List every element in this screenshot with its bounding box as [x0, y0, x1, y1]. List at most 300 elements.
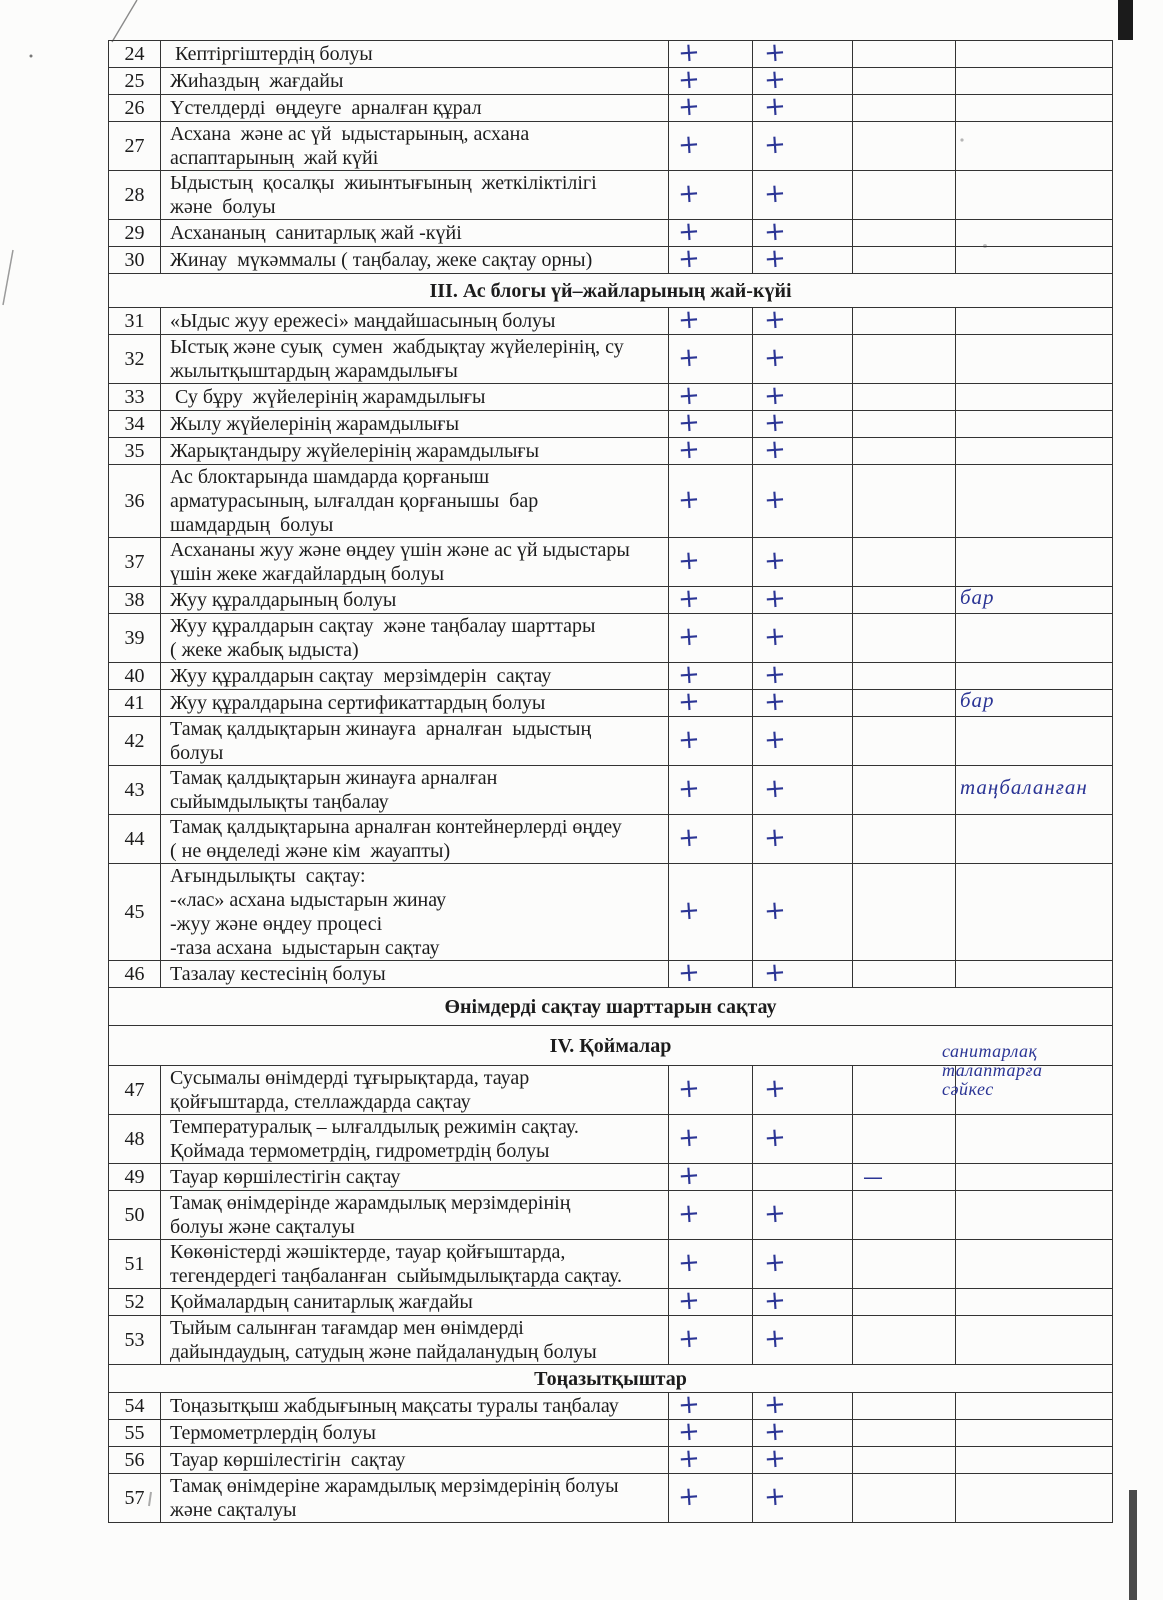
row-number: 48: [109, 1115, 161, 1164]
checklist-row: [109, 1115, 1113, 1164]
remarks-cell: [956, 411, 1113, 438]
criterion-text: Ағындылықты сақтау: -«лас» асхана ыдыстарын жинау -жуу және өңдеу процесі -таза асхана ыдыстарын сақтау: [161, 864, 669, 961]
row-number: 40: [109, 663, 161, 690]
plus-mark: +: [762, 129, 787, 161]
checklist-row: [109, 663, 1113, 690]
check-column-1: [669, 538, 753, 587]
plus-mark: +: [762, 822, 787, 854]
check-column-2: [753, 1474, 853, 1523]
check-column-2: [753, 864, 853, 961]
check-column-3: [853, 587, 956, 614]
check-column-3: [853, 465, 956, 538]
check-column-3: [853, 68, 956, 95]
criterion-text: Ас блоктарында шамдарда қорғаныш арматурасының, ылғалдан қорғанышы бар шамдардың болуы: [161, 465, 669, 538]
row-number: 26: [109, 95, 161, 122]
checklist-row: [109, 465, 1113, 538]
plus-mark: +: [676, 1389, 701, 1421]
checklist-row: [109, 1164, 1113, 1191]
criterion-text: «Ыдыс жуу ережесі» маңдайшасының болуы: [161, 308, 669, 335]
check-column-3: [853, 335, 956, 384]
check-column-1: [669, 1191, 753, 1240]
row-number: 29: [109, 220, 161, 247]
plus-mark: +: [762, 1198, 787, 1230]
remarks-wrap: [956, 585, 1112, 612]
plus-mark: +: [762, 724, 787, 756]
checklist-row: [109, 122, 1113, 171]
criterion-text: Жуу құралдарын сақтау және таңбалау шарттары ( жеке жабық ыдыста): [161, 614, 669, 663]
criterion-text: Су бұру жүйелерінің жарамдылығы: [161, 384, 669, 411]
remarks-cell: [956, 717, 1113, 766]
plus-mark: +: [676, 724, 701, 756]
handwritten-note: бар: [960, 688, 995, 712]
plus-mark: +: [762, 1122, 787, 1154]
checklist-row: [109, 68, 1113, 95]
plus-mark: +: [762, 484, 787, 516]
checklist-row: [109, 1393, 1113, 1420]
section-header-row: [109, 988, 1113, 1026]
plus-mark: +: [762, 545, 787, 577]
section-header-row: [109, 274, 1113, 308]
check-column-2: [753, 64, 853, 96]
criterion-text: Ыстық және суық сумен жабдықтау жүйелерінің, су жылытқыштардың жарамдылығы: [161, 335, 669, 384]
check-column-1: [669, 1115, 753, 1164]
plus-mark: +: [762, 1285, 787, 1317]
plus-mark: +: [676, 243, 701, 275]
checklist-row: [109, 864, 1113, 961]
check-column-2: [753, 37, 853, 69]
plus-mark: +: [676, 407, 701, 439]
plus-mark: +: [762, 37, 787, 69]
remarks-cell: [956, 1474, 1113, 1523]
checklist-row: [109, 308, 1113, 335]
plus-mark: +: [676, 621, 701, 653]
criterion-text: Температуралық – ылғалдылық режимін сақтау. Қоймада термометрдің, гидрометрдің болуы: [161, 1115, 669, 1164]
check-column-1: [669, 1443, 753, 1475]
check-column-3: [853, 41, 956, 68]
check-column-2: [753, 1316, 853, 1365]
checklist-row: [109, 1289, 1113, 1316]
plus-mark: +: [676, 304, 701, 336]
check-column-2: [753, 1115, 853, 1164]
plus-mark: +: [762, 91, 787, 123]
check-column-1: [669, 1416, 753, 1448]
criterion-text: Асхананың санитарлық жай -күйі: [161, 220, 669, 247]
row-number: 35: [109, 438, 161, 465]
check-column-3: [853, 717, 956, 766]
check-column-3: [853, 538, 956, 587]
plus-mark: +: [676, 545, 701, 577]
remarks-cell: [956, 663, 1113, 690]
check-column-1: [669, 614, 753, 663]
check-column-2: [753, 614, 853, 663]
checklist-row: [109, 1420, 1113, 1447]
remarks-cell: [956, 961, 1113, 988]
remarks-wrap: [956, 775, 1112, 802]
check-column-3: [853, 961, 956, 988]
row-number: 27: [109, 122, 161, 171]
check-column-3: [853, 1191, 956, 1240]
check-column-1: [669, 686, 753, 718]
plus-mark: +: [762, 1416, 787, 1448]
check-column-3: [853, 1474, 956, 1523]
check-column-3: [853, 1164, 956, 1191]
check-column-2: [753, 434, 853, 466]
remarks-cell: [956, 1447, 1113, 1474]
row-number: 31: [109, 308, 161, 335]
check-column-3: [853, 1447, 956, 1474]
criterion-text: Тыйым салынған тағамдар мен өнімдерді дайындаудың, сатудың және пайдаланудың болуы: [161, 1316, 669, 1365]
plus-mark: +: [676, 583, 701, 615]
row-number: 44: [109, 815, 161, 864]
handwritten-note: таңбаланған: [960, 775, 1088, 799]
row-number: 54: [109, 1393, 161, 1420]
plus-mark: +: [676, 957, 701, 989]
check-column-2: [753, 1066, 853, 1115]
criterion-text: Үстелдерді өңдеуге арналған құрал: [161, 95, 669, 122]
criterion-text: Тамақ өнімдерінде жарамдылық мерзімдерінің болуы және сақталуы: [161, 1191, 669, 1240]
check-column-3: [853, 95, 956, 122]
check-column-2: [753, 1443, 853, 1475]
plus-mark: +: [676, 1443, 701, 1475]
remarks-cell: [956, 1393, 1113, 1420]
scan-mark: [112, 0, 137, 42]
row-number: 25: [109, 68, 161, 95]
dash-mark: —: [863, 1164, 883, 1189]
check-column-1: [669, 864, 753, 961]
check-column-3: [853, 864, 956, 961]
remarks-cell: [956, 465, 1113, 538]
check-column-3: [853, 247, 956, 274]
checklist-row: [109, 587, 1113, 614]
check-column-1: [669, 1160, 753, 1192]
check-column-3: [853, 220, 956, 247]
plus-mark: +: [762, 895, 787, 927]
check-column-2: [753, 91, 853, 123]
section-title: III. Ас блогы үй–жайларының жай-күйі: [109, 274, 1113, 308]
remarks-cell: [956, 815, 1113, 864]
plus-mark: +: [762, 1247, 787, 1279]
remarks-cell: [956, 308, 1113, 335]
plus-mark: +: [762, 1073, 787, 1105]
check-column-2: [753, 957, 853, 989]
remarks-cell: [956, 587, 1113, 614]
check-column-3: [853, 663, 956, 690]
check-column-2: [753, 216, 853, 248]
check-column-3: [853, 1066, 956, 1115]
remarks-cell: [956, 220, 1113, 247]
remarks-cell: [956, 1164, 1113, 1191]
plus-mark: +: [762, 659, 787, 691]
check-column-1: [669, 171, 753, 220]
plus-mark: +: [676, 129, 701, 161]
check-column-2: [753, 1164, 853, 1191]
check-column-2: [753, 1191, 853, 1240]
checklist-row: [109, 815, 1113, 864]
plus-mark: +: [676, 1198, 701, 1230]
plus-mark: +: [676, 91, 701, 123]
checklist-row: [109, 1191, 1113, 1240]
criterion-text: Тазалау кестесінің болуы: [161, 961, 669, 988]
check-column-1: [669, 122, 753, 171]
plus-mark: +: [676, 895, 701, 927]
plus-mark: +: [676, 1160, 701, 1192]
row-number: 42: [109, 717, 161, 766]
remarks-cell: [956, 1191, 1113, 1240]
check-column-2: [753, 380, 853, 412]
plus-mark: +: [676, 1416, 701, 1448]
remarks-cell: [956, 1316, 1113, 1365]
section-title: IV. Қоймалар: [109, 1026, 1113, 1066]
plus-mark: +: [676, 686, 701, 718]
row-number: 28: [109, 171, 161, 220]
section-header-row: [109, 1365, 1113, 1393]
checklist-row: [109, 1316, 1113, 1365]
plus-mark: +: [676, 1073, 701, 1105]
criterion-text: Жуу құралдарының болуы: [161, 587, 669, 614]
remarks-cell: [956, 1289, 1113, 1316]
check-column-2: [753, 1285, 853, 1317]
scan-edge: [1118, 0, 1133, 40]
plus-mark: +: [676, 1285, 701, 1317]
check-column-3: [853, 1115, 956, 1164]
plus-mark: +: [676, 484, 701, 516]
plus-mark: +: [762, 957, 787, 989]
check-column-3: [853, 171, 956, 220]
row-number: 55: [109, 1420, 161, 1447]
check-column-2: [753, 407, 853, 439]
checklist-row: [109, 247, 1113, 274]
check-column-3: [853, 438, 956, 465]
plus-mark: +: [762, 407, 787, 439]
plus-mark: +: [762, 1389, 787, 1421]
plus-mark: +: [762, 621, 787, 653]
checklist-row: [109, 438, 1113, 465]
remarks-cell: [956, 95, 1113, 122]
remarks-wrap: [956, 688, 1112, 715]
plus-mark: +: [762, 342, 787, 374]
plus-mark: +: [676, 380, 701, 412]
row-number: 33: [109, 384, 161, 411]
plus-mark: +: [676, 37, 701, 69]
row-number: 47: [109, 1066, 161, 1115]
check-column-1: [669, 465, 753, 538]
check-column-3: [853, 122, 956, 171]
remarks-cell: [956, 766, 1113, 815]
check-column-1: [669, 216, 753, 248]
check-column-2: [753, 465, 853, 538]
plus-mark: +: [762, 583, 787, 615]
plus-mark: +: [762, 1323, 787, 1355]
checklist-row: [109, 41, 1113, 68]
checklist-table: [108, 37, 1113, 1523]
check-column-3: [853, 614, 956, 663]
row-number: 24: [109, 41, 161, 68]
check-column-1: [669, 37, 753, 69]
check-column-2: [753, 243, 853, 275]
criterion-text: Термометрлердің болуы: [161, 1420, 669, 1447]
check-column-1: [669, 434, 753, 466]
remarks-cell: [956, 538, 1113, 587]
checklist-row: [109, 538, 1113, 587]
check-column-3: [853, 411, 956, 438]
checklist-body: [109, 37, 1113, 1523]
row-number: 53: [109, 1316, 161, 1365]
criterion-text: Қоймалардың санитарлық жағдайы: [161, 1289, 669, 1316]
remarks-cell: [956, 1420, 1113, 1447]
plus-mark: +: [676, 342, 701, 374]
plus-mark: +: [762, 1443, 787, 1475]
check-column-2: [753, 1389, 853, 1421]
check-column-1: [669, 1285, 753, 1317]
plus-mark: +: [762, 216, 787, 248]
checklist-row: [109, 717, 1113, 766]
criterion-text: Ыдыстың қосалқы жиынтығының жеткіліктілігі және болуы: [161, 171, 669, 220]
plus-mark: +: [676, 1323, 701, 1355]
checklist-row: [109, 1447, 1113, 1474]
section-title: Тоңазытқыштар: [109, 1365, 1113, 1393]
remarks-cell: [956, 171, 1113, 220]
checklist-row: [109, 384, 1113, 411]
plus-mark: +: [676, 64, 701, 96]
remarks-wrap: [942, 1041, 1112, 1102]
criterion-text: Жуу құралдарын сақтау мерзімдерін сақтау: [161, 663, 669, 690]
plus-mark: +: [676, 1481, 701, 1513]
row-number: 36: [109, 465, 161, 538]
plus-mark: +: [676, 773, 701, 805]
check-column-3: [853, 815, 956, 864]
checklist-row: [109, 335, 1113, 384]
criterion-text: Тамақ қалдықтарын жинауға арналған сыйымдылықты таңбалау: [161, 766, 669, 815]
remarks-cell: [956, 614, 1113, 663]
plus-mark: +: [762, 1481, 787, 1513]
check-column-1: [669, 583, 753, 615]
checklist-row: [109, 690, 1113, 717]
check-column-1: [669, 815, 753, 864]
remarks-cell: [956, 247, 1113, 274]
check-column-2: [753, 538, 853, 587]
scan-mark: [30, 55, 33, 58]
plus-mark: +: [676, 216, 701, 248]
criterion-text: Көкөністерді жәшіктерде, тауар қойғыштарда, тегендердегі таңбаланған сыйымдылықтарда сақтау.: [161, 1240, 669, 1289]
check-column-1: [669, 243, 753, 275]
check-column-1: [669, 659, 753, 691]
check-column-2: [753, 304, 853, 336]
row-number: 30: [109, 247, 161, 274]
check-column-1: [669, 64, 753, 96]
check-column-3: [853, 1316, 956, 1365]
check-column-2: [753, 171, 853, 220]
check-column-2: [753, 1240, 853, 1289]
criterion-text: Тамақ қалдықтарын жинауға арналған ыдыстың болуы: [161, 717, 669, 766]
plus-mark: +: [676, 659, 701, 691]
checklist-row: [109, 766, 1113, 815]
criterion-text: Жылу жүйелерінің жарамдылығы: [161, 411, 669, 438]
plus-mark: +: [762, 64, 787, 96]
handwritten-note: бар: [960, 585, 995, 609]
remarks-cell: [956, 68, 1113, 95]
checklist-row: [109, 95, 1113, 122]
checklist-row: [109, 1240, 1113, 1289]
row-number: 51: [109, 1240, 161, 1289]
row-number: 32: [109, 335, 161, 384]
row-number: 39: [109, 614, 161, 663]
check-column-1: [669, 1240, 753, 1289]
row-number: 57: [109, 1474, 161, 1523]
scan-mark: [3, 250, 13, 305]
check-column-1: [669, 1389, 753, 1421]
check-column-3: [853, 1420, 956, 1447]
criterion-text: Кептіргіштердің болуы: [161, 41, 669, 68]
row-number: 37: [109, 538, 161, 587]
criterion-text: Тауар көршілестігін сақтау: [161, 1164, 669, 1191]
plus-mark: +: [762, 304, 787, 336]
check-column-3: [853, 1393, 956, 1420]
checklist-row: [109, 220, 1113, 247]
check-column-1: [669, 1474, 753, 1523]
row-number: 38: [109, 587, 161, 614]
check-column-2: [753, 122, 853, 171]
remarks-cell: [956, 122, 1113, 171]
check-column-1: [669, 407, 753, 439]
check-column-2: [753, 1416, 853, 1448]
handwritten-note: санитарлақ талаптарға сәйкес: [942, 1041, 1043, 1099]
criterion-text: Жуу құралдарына сертификаттардың болуы: [161, 690, 669, 717]
plus-mark: +: [762, 434, 787, 466]
criterion-text: Жиһаздың жағдайы: [161, 68, 669, 95]
check-column-2: [753, 686, 853, 718]
checklist-row: [109, 1066, 1113, 1115]
plus-mark: +: [762, 178, 787, 210]
check-column-3: [853, 690, 956, 717]
check-column-1: [669, 335, 753, 384]
check-column-3: [853, 384, 956, 411]
row-number: 49: [109, 1164, 161, 1191]
checklist-row: [109, 171, 1113, 220]
check-column-2: [753, 815, 853, 864]
remarks-cell: [942, 1041, 1113, 1115]
checklist-row: [109, 614, 1113, 663]
row-number: 56: [109, 1447, 161, 1474]
plus-mark: +: [676, 178, 701, 210]
remarks-cell: [956, 41, 1113, 68]
criterion-text: Жарықтандыру жүйелерінің жарамдылығы: [161, 438, 669, 465]
remarks-cell: [956, 1115, 1113, 1164]
criterion-text: Жинау мүкәммалы ( таңбалау, жеке сақтау орны): [161, 247, 669, 274]
row-number: 41: [109, 690, 161, 717]
scan-edge: [1129, 1490, 1137, 1600]
checklist-row: [109, 1474, 1113, 1523]
criterion-text: Тамақ өнімдеріне жарамдылық мерзімдерінің болуы және сақталуы: [161, 1474, 669, 1523]
check-column-2: [753, 766, 853, 815]
plus-mark: +: [676, 434, 701, 466]
remarks-cell: [956, 384, 1113, 411]
remarks-cell: [956, 1240, 1113, 1289]
row-number: 50: [109, 1191, 161, 1240]
plus-mark: +: [762, 686, 787, 718]
plus-mark: +: [762, 380, 787, 412]
row-number: 46: [109, 961, 161, 988]
check-column-1: [669, 957, 753, 989]
check-column-1: [669, 91, 753, 123]
section-title: Өнімдерді сақтау шарттарын сақтау: [109, 988, 1113, 1026]
check-column-3: [853, 308, 956, 335]
row-number: 52: [109, 1289, 161, 1316]
check-column-2: [753, 583, 853, 615]
check-column-1: [669, 717, 753, 766]
check-column-3: [853, 766, 956, 815]
check-column-1: [669, 1316, 753, 1365]
check-column-1: [669, 1066, 753, 1115]
